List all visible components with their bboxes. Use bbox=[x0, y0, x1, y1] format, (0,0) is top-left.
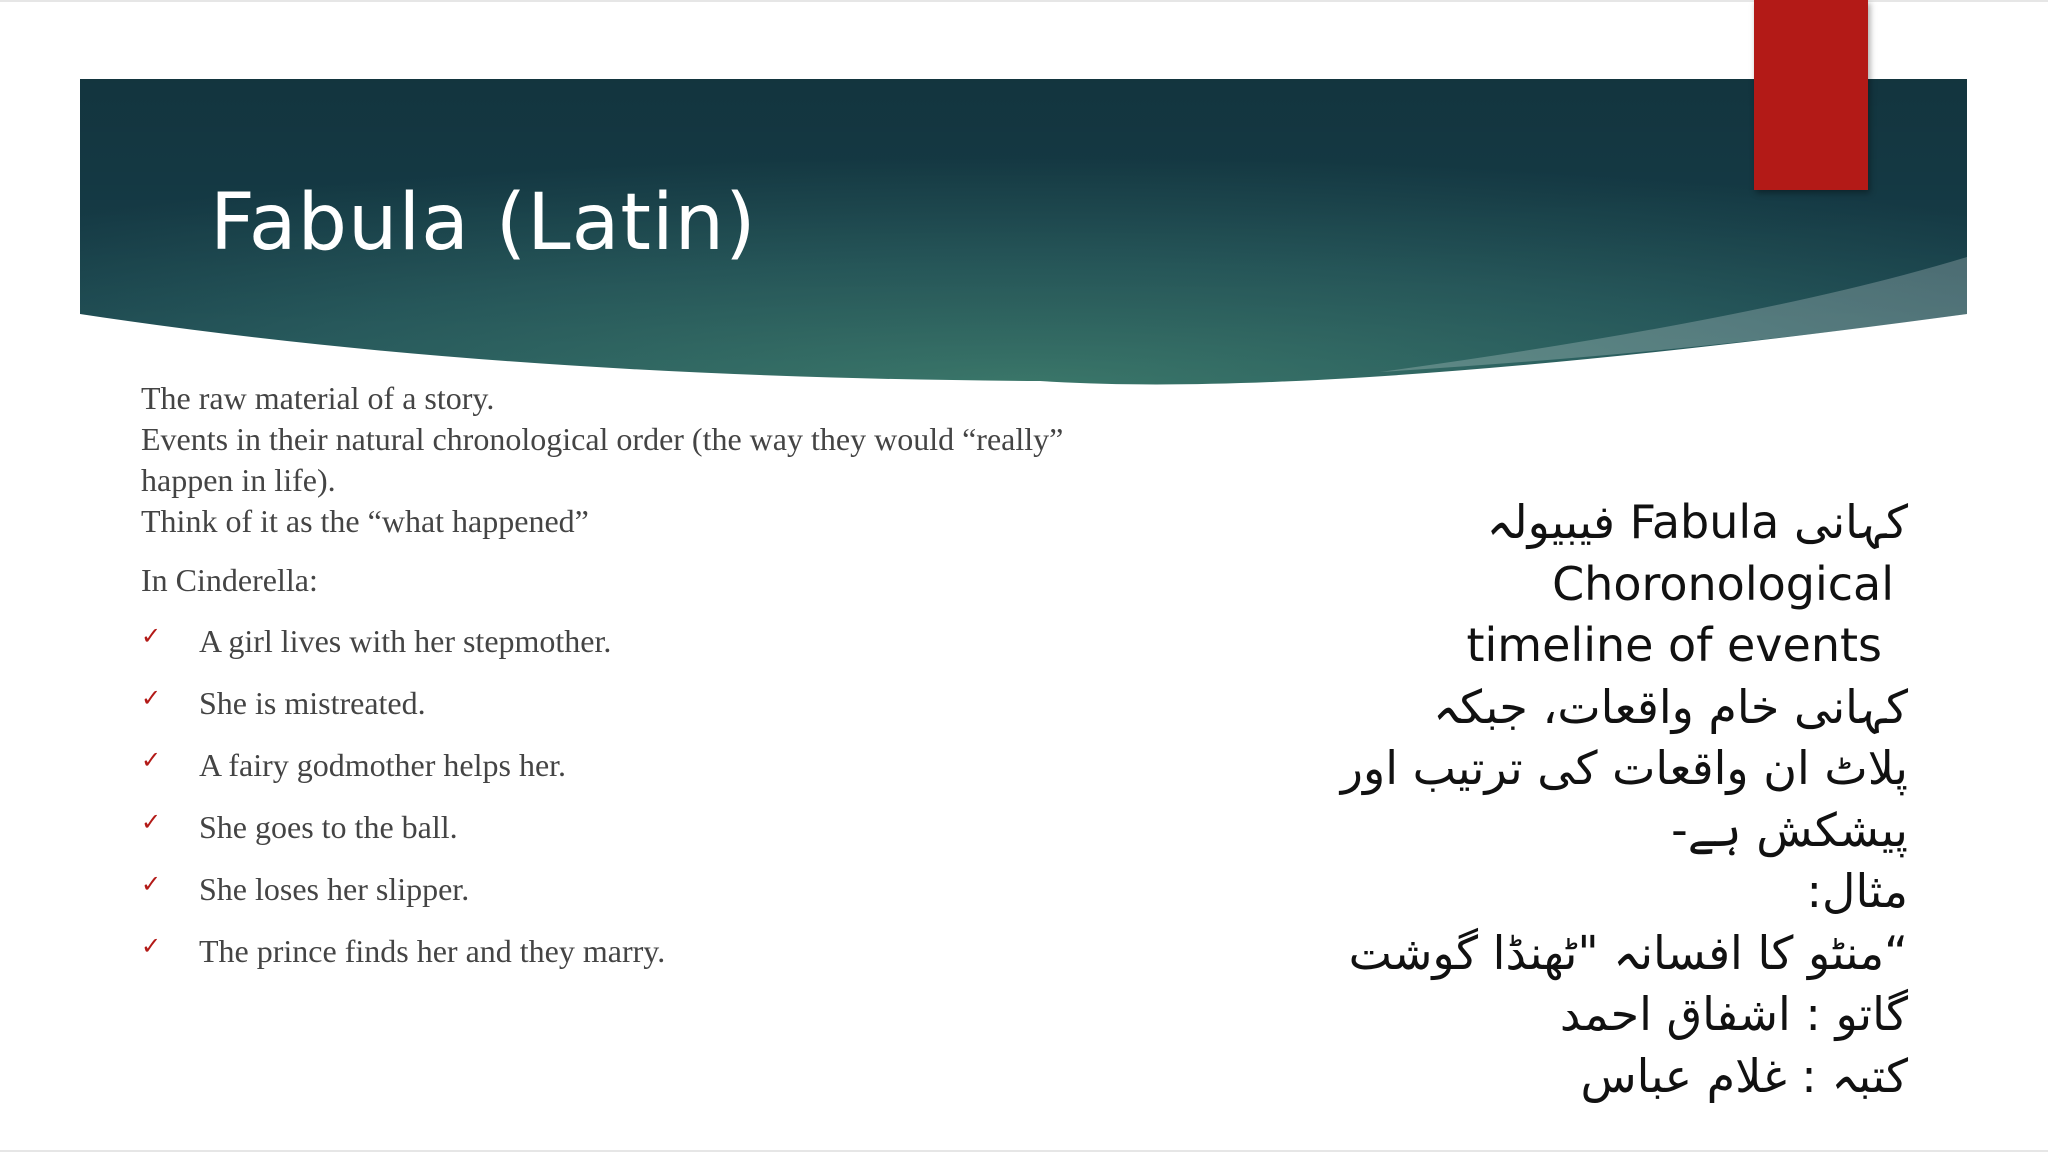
list-item bbox=[141, 807, 1181, 869]
checkmark-icon: ✓ bbox=[141, 870, 162, 898]
urdu-line: گاتو : اشفاق احمد bbox=[1559, 987, 1908, 1041]
urdu-line: پلاٹ ان واقعات کی ترتیب اور bbox=[1340, 741, 1908, 795]
urdu-line: کہانی خام واقعات، جبکہ bbox=[1433, 679, 1908, 734]
urdu-notes bbox=[1268, 492, 1908, 1107]
intro-line: The raw material of a story. bbox=[141, 380, 495, 416]
list-item bbox=[141, 931, 1181, 993]
slide-title: Fabula (Latin) bbox=[210, 178, 757, 268]
english-line: timeline of events bbox=[1466, 618, 1882, 672]
red-accent-tab bbox=[1754, 0, 1868, 190]
left-content bbox=[141, 378, 1181, 993]
checkmark-icon: ✓ bbox=[141, 808, 162, 836]
urdu-line: “منٹو کا افسانہ "ٹھنڈا گوشت bbox=[1348, 925, 1908, 980]
intro-paragraph bbox=[141, 378, 1181, 542]
event-list bbox=[141, 621, 1181, 993]
urdu-line: مثال: bbox=[1806, 864, 1908, 918]
intro-line: Think of it as the “what happened” bbox=[141, 503, 589, 539]
english-line: Choronological bbox=[1552, 556, 1894, 611]
list-item-text: A girl lives with her stepmother. bbox=[199, 623, 612, 659]
list-item bbox=[141, 683, 1181, 745]
urdu-line: کتبہ : غلام عباس bbox=[1580, 1048, 1908, 1103]
urdu-line: پیشکش ہے- bbox=[1671, 802, 1908, 857]
checkmark-icon: ✓ bbox=[141, 746, 162, 774]
list-item bbox=[141, 621, 1181, 683]
checkmark-icon: ✓ bbox=[141, 932, 162, 960]
intro-line: happen in life). bbox=[141, 462, 336, 498]
cinderella-heading: In Cinderella: bbox=[141, 562, 318, 598]
intro-line: Events in their natural chronological order (the way they would “really” bbox=[141, 421, 1064, 457]
list-item bbox=[141, 869, 1181, 931]
list-item-text: She goes to the ball. bbox=[199, 809, 458, 845]
checkmark-icon: ✓ bbox=[141, 622, 162, 650]
list-item-text: The prince finds her and they marry. bbox=[199, 933, 666, 969]
list-item-text: A fairy godmother helps her. bbox=[199, 747, 567, 783]
list-item bbox=[141, 745, 1181, 807]
list-item-text: She is mistreated. bbox=[199, 685, 426, 721]
list-item-text: She loses her slipper. bbox=[199, 871, 470, 907]
urdu-line: کہانی Fabula فیبیولہ bbox=[1486, 495, 1908, 549]
checkmark-icon: ✓ bbox=[141, 684, 162, 712]
